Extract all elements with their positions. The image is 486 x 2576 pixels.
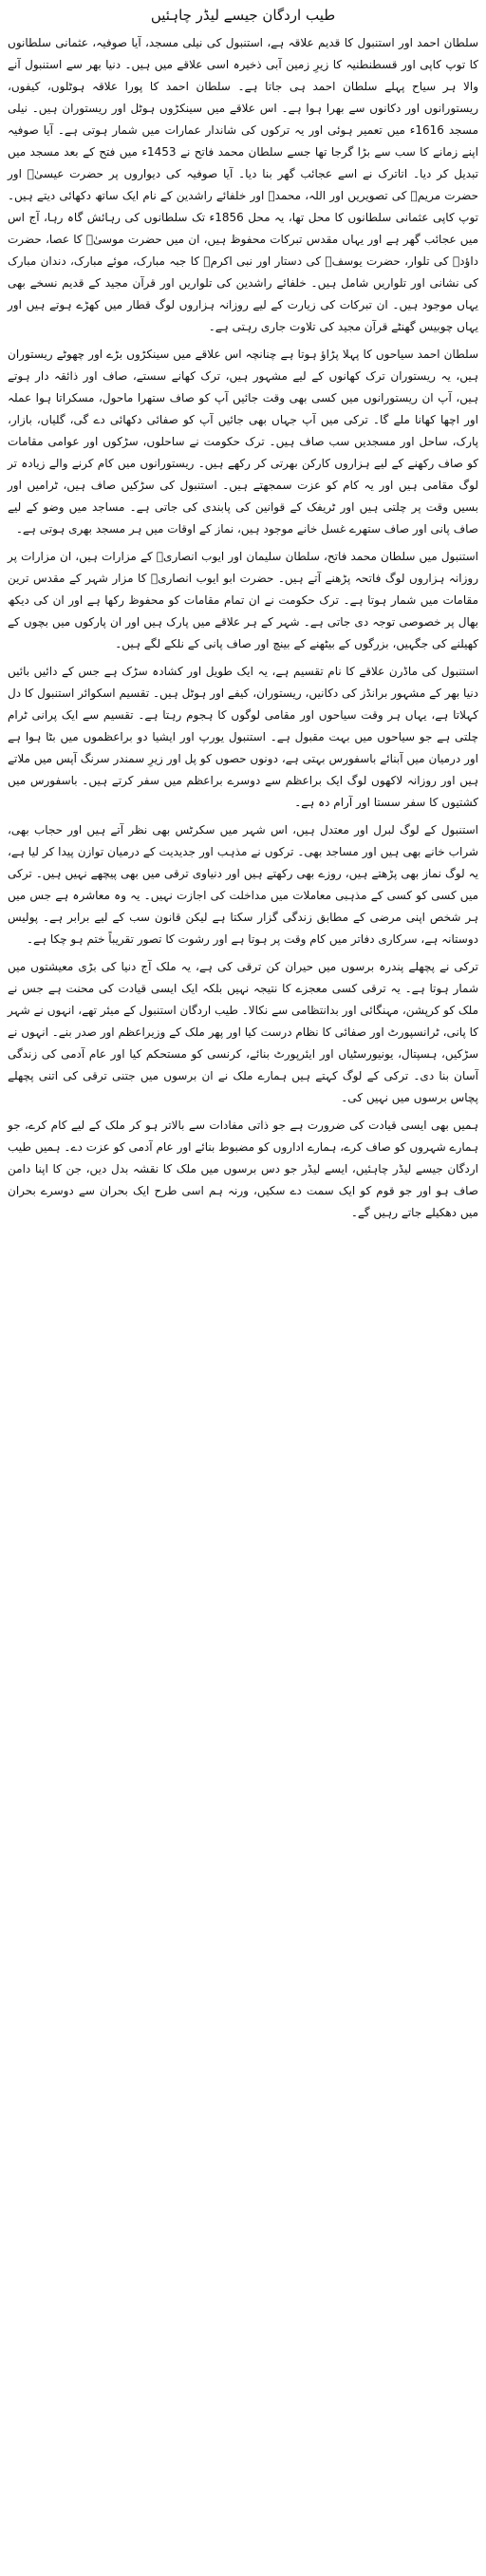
article-body xyxy=(8,32,478,1224)
article-paragraph: استنبول کی ماڈرن علاقے کا نام تقسیم ہے، یہ ایک طویل اور کشادہ سڑک ہے جس کے دائیں بائیں دنیا بھر کے مشہور برانڈز کی دکانیں، ریستوران، کیفے اور ہوٹل ہیں۔ تقسیم اسکوائر استنبول کا دل کہلاتا ہے، یہاں ہر وقت سیاحوں اور مقامی لوگوں کا ہجوم رہتا ہے۔ تقسیم سے ایک پرانی ٹرام چلتی ہے جو سیاحوں میں بہت مقبول ہے۔ استنبول یورپ اور ایشیا دو براعظموں میں بٹا ہوا ہے اور درمیان میں آبنائے باسفورس بہتی ہے، دونوں حصوں کو پل اور زیرِ سمندر سرنگ آپس میں ملاتے ہیں اور روزانہ لاکھوں لوگ ایک براعظم سے دوسرے براعظم میں سفر کرتے ہیں۔ باسفورس میں کشتیوں کا سفر سستا اور آرام دہ ہے۔ xyxy=(8,665,478,809)
article-paragraph: سلطان احمد اور استنبول کا قدیم علاقہ ہے، استنبول کی نیلی مسجد، آیا صوفیہ، عثمانی سلطانوں کا توپ کاپی اور قسطنطنیہ کا زیرِ زمین آبی ذخیرہ اسی علاقے میں ہیں۔ دنیا بھر سے استنبول آنے والا ہر سیاح پہلے سلطان احمد ہی جاتا ہے۔ سلطان احمد کا پورا علاقہ ہوٹلوں، کیفوں، ریستورانوں اور دکانوں سے بھرا ہوا ہے۔ اس علاقے میں سینکڑوں ہوٹل اور ریستوران ہیں۔ نیلی مسجد 1616ء میں تعمیر ہوئی اور یہ ترکوں کی شاندار عمارات میں شمار ہوتی ہے۔ آیا صوفیہ اپنے زمانے کا سب سے بڑا گرجا تھا جسے سلطان محمد فاتح نے 1453ء میں فتح کے بعد مسجد میں تبدیل کر دیا۔ اتاترک نے اسے عجائب گھر بنا دیا۔ آیا صوفیہ کی دیواروں پر حضرت عیسیٰؑ اور حضرت مریمؑ کی تصویریں اور اللہ، محمدؐ اور خلفائے راشدین کے نام ایک ساتھ دکھائی دیتے ہیں۔ توپ کاپی عثمانی سلطانوں کا محل تھا، یہ محل 1856ء تک سلطانوں کی رہائش گاہ رہا، آج اس میں عجائب گھر ہے اور یہاں مقدس تبرکات محفوظ ہیں، ان میں حضرت موسیٰؑ کا عصا، حضرت داؤدؑ کی تلوار، حضرت یوسفؑ کی دستار اور نبی اکرمؐ کا جبہ مبارک، موئے مبارک، دندان مبارک کی نشانی اور تلواریں شامل ہیں۔ خلفائے راشدین کی تلواریں اور قرآن مجید کے قدیم نسخے بھی یہاں موجود ہیں۔ ان تبرکات کی زیارت کے لیے روزانہ ہزاروں لوگ قطار میں کھڑے ہوتے ہیں اور یہاں چوبیس گھنٹے قرآن مجید کی تلاوت جاری رہتی ہے۔ xyxy=(8,36,478,333)
article-headline: طیب اردگان جیسے لیڈر چاہئیں xyxy=(150,7,336,24)
article-paragraph: ہمیں بھی ایسی قیادت کی ضرورت ہے جو ذاتی مفادات سے بالاتر ہو کر ملک کے لیے کام کرے، جو ہمارے شہروں کو صاف کرے، ہمارے اداروں کو مضبوط بنائے اور عام آدمی کو عزت دے۔ ہمیں طیب اردگان جیسے لیڈر چاہئیں، ایسے لیڈر جو دس برسوں میں ملک کا نقشہ بدل دیں، جن کا اپنا دامن صاف ہو اور جو قوم کو ایک سمت دے سکیں، ورنہ ہم اسی طرح ایک بحران سے دوسرے بحران میں دھکیلے جاتے رہیں گے۔ xyxy=(8,1119,478,1219)
article-paragraph: استنبول کے لوگ لبرل اور معتدل ہیں، اس شہر میں سکرٹس بھی نظر آتے ہیں اور حجاب بھی، شراب خانے بھی ہیں اور مساجد بھی۔ ترکوں نے مذہب اور جدیدیت کے درمیان توازن پیدا کر لیا ہے، یہ لوگ نماز بھی پڑھتے ہیں، روزے بھی رکھتے ہیں اور دنیاوی ترقی میں بھی پیچھے نہیں ہیں۔ ترکی میں کسی کو کسی کے مذہبی معاملات میں مداخلت کی اجازت نہیں۔ یہ وہ معاشرہ ہے جس میں ہر شخص اپنی مرضی کے مطابق زندگی گزار سکتا ہے لیکن قانون سب کے لیے برابر ہے۔ پولیس دوستانہ ہے، سرکاری دفاتر میں کام وقت پر ہوتا ہے اور رشوت کا تصور تقریباً ختم ہو چکا ہے۔ xyxy=(8,823,478,946)
article-paragraph: ترکی نے پچھلے پندرہ برسوں میں حیران کن ترقی کی ہے، یہ ملک آج دنیا کی بڑی معیشتوں میں شمار ہوتا ہے۔ یہ ترقی کسی معجزے کا نتیجہ نہیں بلکہ ایک ایسی قیادت کی محنت ہے جس نے ملک کو کرپشن، مہنگائی اور بدانتظامی سے نکالا۔ طیب اردگان استنبول کے میئر تھے، انہوں نے شہر کا پانی، ٹرانسپورٹ اور صفائی کا نظام درست کیا اور پھر ملک کے وزیراعظم اور صدر بنے۔ انہوں نے سڑکیں، ہسپتال، یونیورسٹیاں اور ایئرپورٹ بنائے، کرنسی کو مستحکم کیا اور عام آدمی کی زندگی آسان بنا دی۔ ترکی کے لوگ کہتے ہیں ہمارے ملک نے ان برسوں میں جتنی ترقی کی اتنی پچھلے پچاس برسوں میں نہیں کی۔ xyxy=(8,960,478,1104)
article-paragraph: سلطان احمد سیاحوں کا پہلا پڑاؤ ہوتا ہے چنانچہ اس علاقے میں سینکڑوں بڑے اور چھوٹے ریستوران ہیں، یہ ریستوران ترک کھانوں کے لیے مشہور ہیں، ترک کھانے سستے، صاف اور ذائقہ دار ہوتے ہیں، آپ ان ریستورانوں میں کسی بھی وقت جائیں آپ کو صاف ستھرا ماحول، مسکراتا ہوا عملہ اور اچھا کھانا ملے گا۔ ترکی میں آپ جہاں بھی جائیں آپ کو صفائی دکھائی دے گی، گلیاں، بازار، پارک، ساحل اور مسجدیں سب صاف ہیں۔ ترک حکومت نے ساحلوں، سڑکوں اور عوامی مقامات کو صاف رکھنے کے لیے ہزاروں کارکن بھرتی کر رکھے ہیں۔ ریستورانوں میں کام کرنے والے زیادہ تر لوگ مقامی ہیں اور یہ کام کو عزت سمجھتے ہیں۔ استنبول کی سڑکیں صاف ہیں، ٹرامیں اور بسیں وقت پر چلتی ہیں اور ٹریفک کے قوانین کی پابندی کی جاتی ہے۔ مساجد میں وضو کے لیے صاف پانی اور صاف ستھرے غسل خانے موجود ہیں، نماز کے اوقات میں ہر مسجد بھری ہوتی ہے۔ xyxy=(8,348,478,536)
article-paragraph: استنبول میں سلطان محمد فاتح، سلطان سلیمان اور ایوب انصاریؓ کے مزارات ہیں، ان مزارات پر روزانہ ہزاروں لوگ فاتحہ پڑھنے آتے ہیں۔ حضرت ابو ایوب انصاریؓ کا مزار شہر کے مقدس ترین مقامات میں شمار ہوتا ہے۔ ترک حکومت نے ان تمام مقامات کو محفوظ رکھا ہے اور ان کی دیکھ بھال پر خصوصی توجہ دی جاتی ہے۔ شہر کے ہر علاقے میں پارک ہیں اور ان پارکوں میں بچوں کے کھیلنے کی جگہیں، بزرگوں کے بیٹھنے کے بینچ اور صاف پانی کے نلکے لگے ہیں۔ xyxy=(8,550,478,650)
